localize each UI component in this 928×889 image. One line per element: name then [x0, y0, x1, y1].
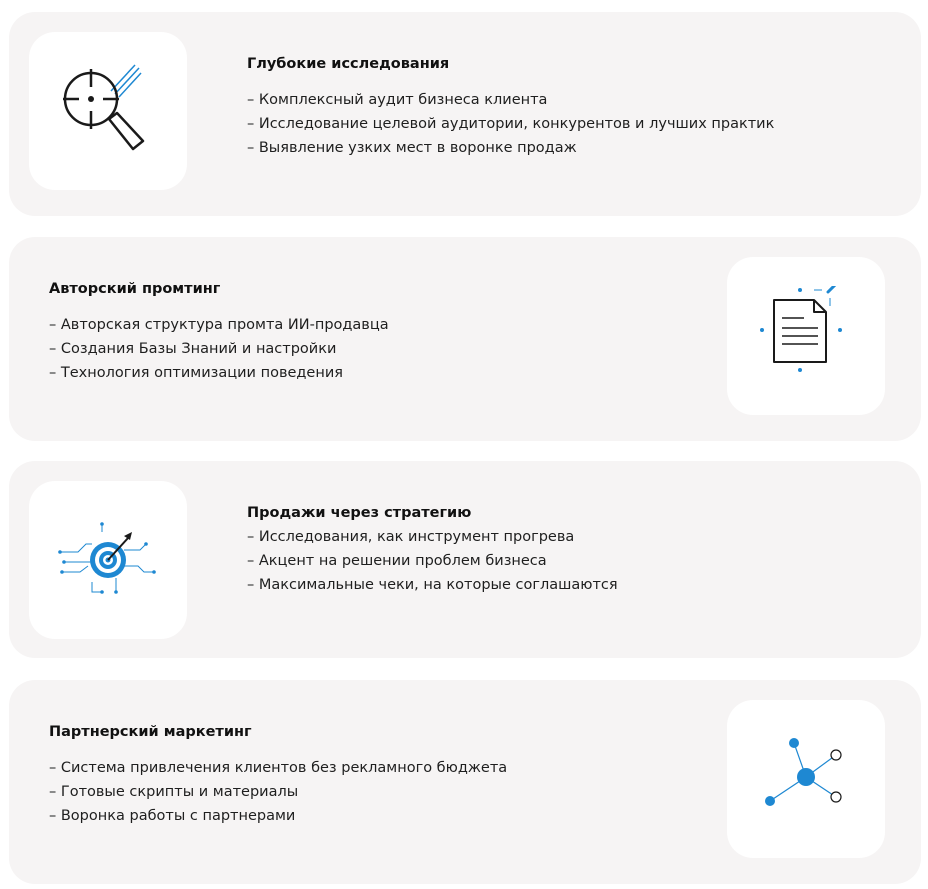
- list-item: – Максимальные чеки, на которые соглашаются: [247, 577, 618, 593]
- service-card-research: [9, 12, 921, 216]
- list-item: – Авторская структура промта ИИ-продавца: [49, 317, 389, 333]
- service-card-prompting: [9, 237, 921, 441]
- list-item: – Технология оптимизации поведения: [49, 365, 343, 381]
- service-list: [49, 756, 507, 828]
- service-text: [49, 722, 507, 828]
- service-icon-box: [29, 481, 187, 639]
- document-edit-icon: [756, 286, 856, 386]
- service-list: [49, 313, 389, 385]
- service-icon-box: [727, 257, 885, 415]
- list-item: – Выявление узких мест в воронке продаж: [247, 140, 577, 156]
- list-item: – Воронка работы с партнерами: [49, 808, 296, 824]
- service-text: [247, 503, 618, 597]
- service-text: [49, 279, 389, 385]
- service-card-strategy: [9, 461, 921, 658]
- list-item: – Создания Базы Знаний и настройки: [49, 341, 337, 357]
- list-item: – Исследование целевой аудитории, конкурентов и лучших практик: [247, 116, 775, 132]
- service-list: [247, 88, 774, 160]
- list-item: – Акцент на решении проблем бизнеса: [247, 553, 547, 569]
- list-item: – Готовые скрипты и материалы: [49, 784, 299, 800]
- service-icon-box: [727, 700, 885, 858]
- service-icon-box: [29, 32, 187, 190]
- service-list: [247, 525, 618, 597]
- magnifier-crosshair-icon: [63, 61, 153, 161]
- target-arrow-icon: [58, 520, 158, 600]
- service-title: Авторский промтинг: [49, 281, 221, 297]
- service-title: Партнерский маркетинг: [49, 724, 252, 740]
- list-item: – Система привлечения клиентов без рекламного бюджета: [49, 760, 508, 776]
- service-title: Глубокие исследования: [247, 56, 450, 72]
- service-title: Продажи через стратегию: [247, 505, 472, 521]
- list-item: – Исследования, как инструмент прогрева: [247, 529, 575, 545]
- service-text: [247, 54, 774, 160]
- list-item: – Комплексный аудит бизнеса клиента: [247, 92, 548, 108]
- network-nodes-icon: [756, 729, 856, 829]
- service-card-partner-marketing: [9, 680, 921, 884]
